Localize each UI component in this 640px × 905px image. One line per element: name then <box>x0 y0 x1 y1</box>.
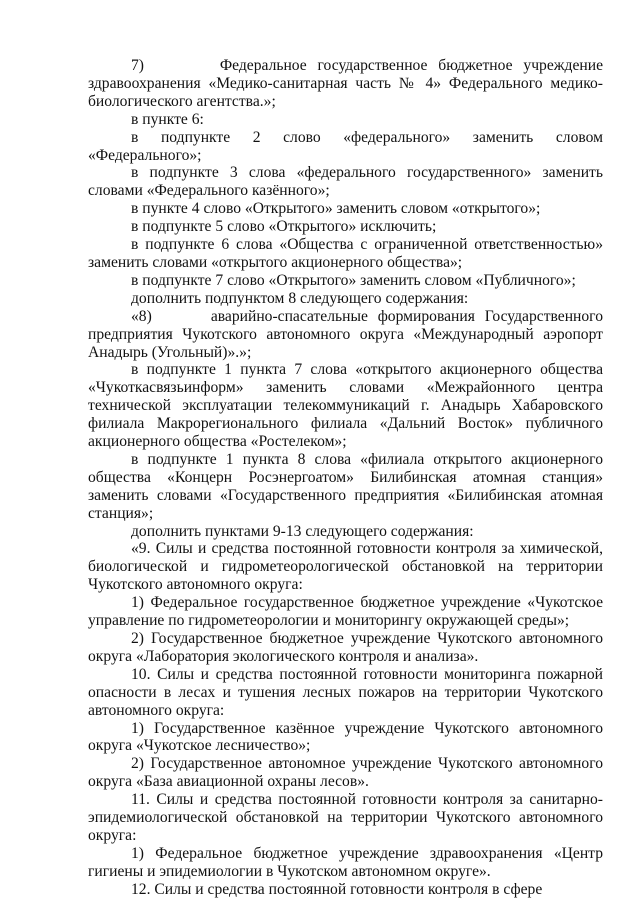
paragraph-point-11: 11. Силы и средства постоянной готовности контроля за санитарно-эпидемиологической обстановкой на территории Чукотского автономного округа: <box>88 791 603 844</box>
paragraph-point-8-subpoint-1: в подпункте 1 пункта 8 слова «филиала открытого акционерного общества «Концерн Росэнергоатом» Билибинская атомная станция» заменить словами «Государственного предприятия «Билибинская атомная станция»; <box>88 450 603 522</box>
paragraph-item-7: 7) Федеральное государственное бюджетное учреждение здравоохранения «Медико-санитарная часть № 4» Федерального медико-биологического агентства.»; <box>88 57 603 110</box>
document-body <box>88 57 603 899</box>
paragraph-subpoint-6: в подпункте 6 слова «Общества с ограниченной ответственностью» заменить словами «открытого акционерного общества»; <box>88 236 603 271</box>
paragraph-add-subpoint-8: дополнить подпунктом 8 следующего содержания: <box>131 289 469 307</box>
paragraph-point-6: в пункте 6: <box>131 110 204 128</box>
paragraph-point-9-item-1: 1) Федеральное государственное бюджетное учреждение «Чукотское управление по гидрометеорологии и мониторингу окружающей среды»; <box>88 594 603 630</box>
paragraph-point-12: 12. Силы и средства постоянной готовности контроля в сфере <box>131 880 543 898</box>
paragraph-point-10-item-2: 2) Государственное автономное учреждение Чукотского автономного округа «База авиационной охраны лесов». <box>88 755 603 791</box>
paragraph-subpoint-2: в подпункте 2 слово «федерального» заменить словом «Федерального»; <box>88 128 603 164</box>
paragraph-point-10: 10. Силы и средства постоянной готовности мониторинга пожарной опасности в лесах и тушения лесных пожаров на территории Чукотского автономного округа: <box>88 665 603 719</box>
paragraph-subpoint-8-text: «8) аварийно-спасательные формирования Государственного предприятия Чукотского автономного округа «Международный аэропорт Анадырь (Угольный)».»; <box>88 307 603 361</box>
paragraph-point-10-item-1: 1) Государственное казённое учреждение Чукотского автономного округа «Чукотское лесничество»; <box>88 719 603 755</box>
paragraph-point-9-item-2: 2) Государственное бюджетное учреждение Чукотского автономного округа «Лаборатория экологического контроля и анализа». <box>88 630 603 665</box>
paragraph-point-7-subpoint-1: в подпункте 1 пункта 7 слова «открытого акционерного общества «Чукоткасвязьинформ» заменить словами «Межрайонного центра технической эксплуатации телекоммуникаций г. Анадырь Хабаровского филиала Макрорегионального филиала «Дальний Восток» публичного акционерного общества «Ростелеком»; <box>88 361 603 451</box>
paragraph-subpoint-3: в подпункте 3 слова «федерального государственного» заменить словами «Федерального казённого»; <box>88 164 603 200</box>
paragraph-point-9: «9. Силы и средства постоянной готовности контроля за химической, биологической и гидрометеорологической обстановкой на территории Чукотского автономного округа: <box>88 540 603 594</box>
paragraph-point-11-item-1: 1) Федеральное бюджетное учреждение здравоохранения «Центр гигиены и эпидемиологии в Чукотском автономном округе». <box>88 844 603 880</box>
paragraph-subpoint-7: в подпункте 7 слово «Открытого» заменить словом «Публичного»; <box>131 271 576 289</box>
paragraph-add-points-9-13: дополнить пунктами 9-13 следующего содержания: <box>131 522 474 540</box>
paragraph-subpoint-5: в подпункте 5 слово «Открытого» исключить; <box>131 218 437 236</box>
paragraph-point-4: в пункте 4 слово «Открытого» заменить словом «открытого»; <box>131 200 541 218</box>
